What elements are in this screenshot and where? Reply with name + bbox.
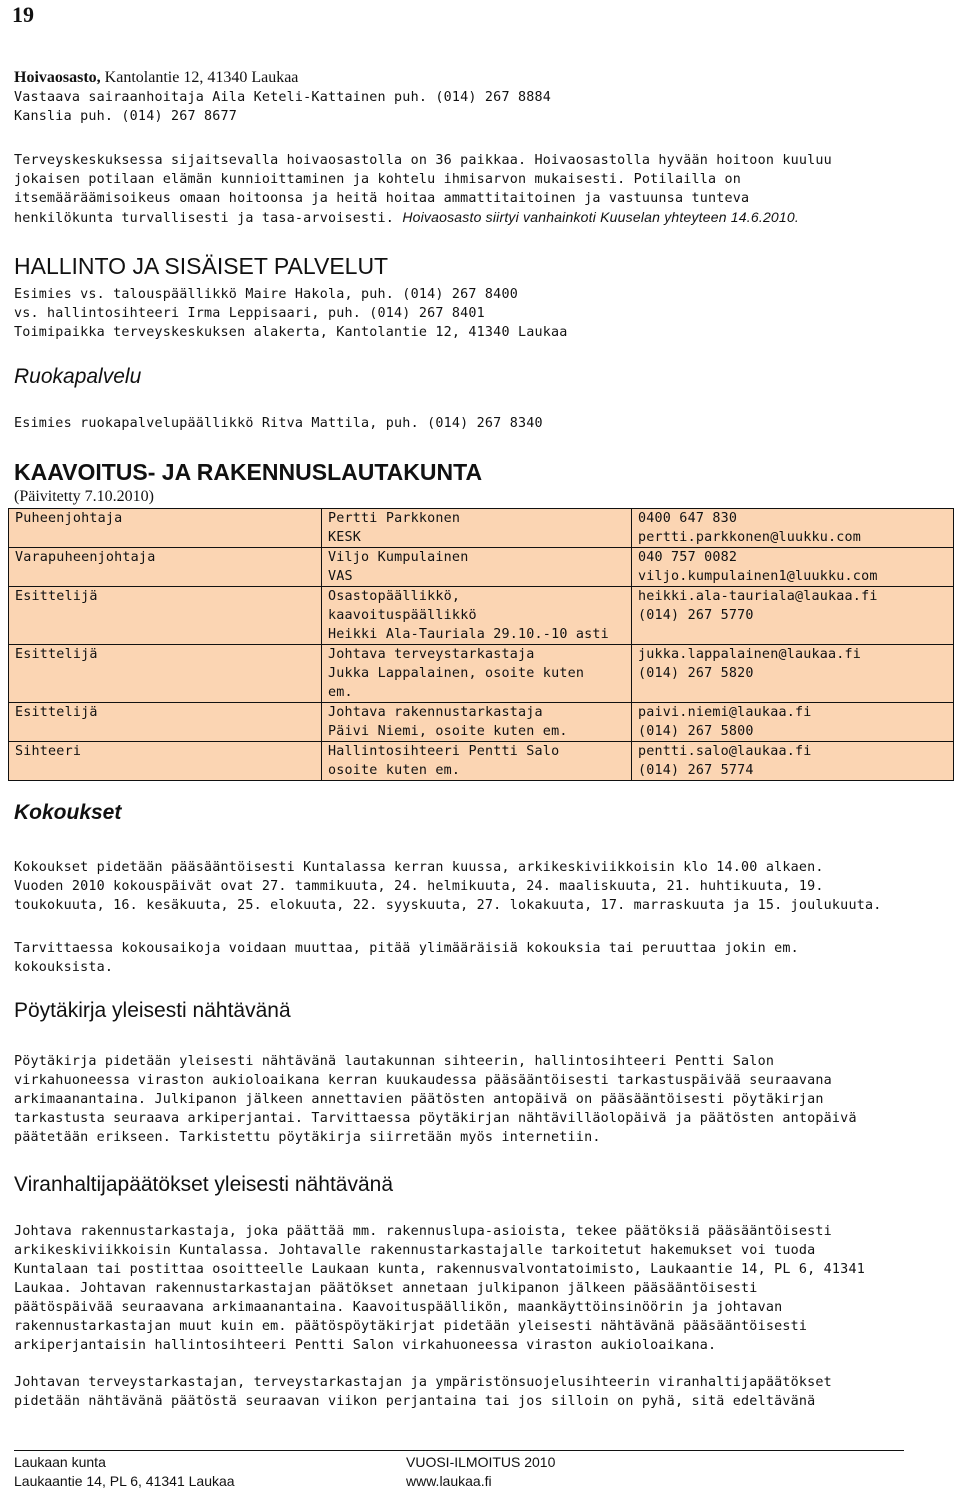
- viranhaltija-paragraph-2: [14, 1373, 946, 1411]
- phone-number: (014) 267 5820: [638, 666, 754, 681]
- ruokapalvelu-details: [14, 414, 946, 433]
- paragraph-line: Johtavan terveystarkastajan, terveystarkastajan ja ympäristönsuojelusihteerin viranhaltijapäätökset: [14, 1375, 832, 1390]
- email-link[interactable]: viljo.kumpulainen1@luukku.com: [638, 569, 878, 584]
- person-cell: [322, 645, 632, 703]
- kaavoitus-table: [8, 508, 954, 781]
- hallinto-line: Toimipaikka terveyskeskuksen alakerta, Kantolantie 12, 41340 Laukaa: [14, 325, 568, 340]
- poytakirja-paragraph: [14, 1052, 946, 1147]
- contact-cell: [632, 703, 954, 742]
- paragraph-line: Johtava rakennustarkastaja, joka päättää mm. rakennuslupa-asioista, tekee päätöksiä pääsääntöisesti: [14, 1224, 832, 1239]
- table-row: [9, 645, 954, 703]
- role-cell: Esittelijä: [9, 645, 322, 703]
- paragraph-line: toukokuuta, 16. kesäkuuta, 25. elokuuta, 22. syyskuuta, 27. lokakuuta, 17. marraskuuta ja 15. joulukuuta.: [14, 898, 882, 913]
- person-line: Johtava rakennustarkastaja: [328, 705, 543, 720]
- contact-cell: [632, 645, 954, 703]
- email-link[interactable]: paivi.niemi@laukaa.fi: [638, 705, 812, 720]
- footer-municipality: Laukaan kunta: [14, 1454, 106, 1470]
- paragraph-line: päätöspäivää seuraavana arkimaanantaina. Kaavoituspäällikön, maankäyttöinsinöörin ja johtavan: [14, 1300, 783, 1315]
- person-line: Hallintosihteeri Pentti Salo: [328, 744, 560, 759]
- table-row: [9, 742, 954, 781]
- hoivaosasto-section: [14, 68, 946, 126]
- hallinto-heading: HALLINTO JA SISÄISET PALVELUT: [14, 253, 389, 279]
- role-cell: Sihteeri: [9, 742, 322, 781]
- email-link[interactable]: pertti.parkkonen@luukku.com: [638, 530, 862, 545]
- email-link[interactable]: heikki.ala-tauriala@laukaa.fi: [638, 589, 878, 604]
- paragraph-line: [14, 208, 946, 228]
- person-line: KESK: [328, 530, 362, 545]
- kaavoitus-heading: KAAVOITUS- JA RAKENNUSLAUTAKUNTA: [14, 459, 483, 485]
- paragraph-line: pidetään nähtävänä päätöstä seuraavan viikon perjantaina tai jos silloin on pyhä, sitä edeltävänä: [14, 1394, 816, 1409]
- paragraph-line: itsemääräämisoikeus omaan hoitoonsa ja heitä hoitaa ammattitaitoinen ja vastuunsa tunteva: [14, 191, 750, 206]
- person-line: kaavoituspäällikkö: [328, 608, 477, 623]
- paragraph-line: Pöytäkirja pidetään yleisesti nähtävänä lautakunnan sihteerin, hallintosihteeri Pentti Salon: [14, 1054, 775, 1069]
- footer-left: [14, 1453, 235, 1491]
- hoivaosasto-paragraph: [14, 151, 946, 228]
- person-line: Johtava terveystarkastaja: [328, 647, 535, 662]
- contact-cell: [632, 587, 954, 645]
- ruokapalvelu-heading: Ruokapalvelu: [14, 365, 142, 388]
- poytakirja-heading: Pöytäkirja yleisesti nähtävänä: [14, 999, 291, 1022]
- phone-number: (014) 267 5774: [638, 763, 754, 778]
- hoivaosasto-title-address: Kantolantie 12, 41340 Laukaa: [100, 69, 299, 86]
- footer-right: [406, 1453, 555, 1491]
- table-row: [9, 703, 954, 742]
- email-link[interactable]: pentti.salo@laukaa.fi: [638, 744, 812, 759]
- page-number: 19: [12, 2, 34, 27]
- paragraph-line: päätetään erikseen. Tarkistettu pöytäkirja siirretään myös internetiin.: [14, 1130, 601, 1145]
- role-cell: Varapuheenjohtaja: [9, 548, 322, 587]
- hallinto-details: [14, 285, 946, 342]
- hallinto-line: vs. hallintosihteeri Irma Leppisaari, puh. (014) 267 8401: [14, 306, 485, 321]
- contact-cell: [632, 742, 954, 781]
- kokoukset-paragraph-2: [14, 939, 946, 977]
- paragraph-line: Tarvittaessa kokousaikoja voidaan muuttaa, pitää ylimääräisiä kokouksia tai peruuttaa jokin em.: [14, 941, 799, 956]
- footer-divider: [14, 1450, 904, 1451]
- kokoukset-paragraph-1: [14, 858, 946, 915]
- paragraph-line: arkiperjantaisin hallintosihteeri Pentti Salon virkahuoneessa viraston aukioloaikana.: [14, 1338, 717, 1353]
- paragraph-line: arkikeskiviikkoisin Kuntalassa. Johtavalle rakennustarkastajalle tarkoitetut hakemukset voi tuoda: [14, 1243, 816, 1258]
- contact-cell: [632, 509, 954, 548]
- table-row: [9, 587, 954, 645]
- role-cell: Esittelijä: [9, 703, 322, 742]
- paragraph-line: Kokoukset pidetään pääsääntöisesti Kuntalassa kerran kuussa, arkikeskiviikkoisin klo 14.00 alkaen.: [14, 860, 824, 875]
- role-cell: Puheenjohtaja: [9, 509, 322, 548]
- paragraph-line: Terveyskeskuksessa sijaitsevalla hoivaosastolla on 36 paikkaa. Hoivaosastolla hyvään hoitoon kuuluu: [14, 153, 832, 168]
- phone-number: (014) 267 5800: [638, 724, 754, 739]
- person-cell: [322, 548, 632, 587]
- person-line: Päivi Niemi, osoite kuten em.: [328, 724, 568, 739]
- paragraph-line: Vuoden 2010 kokouspäivät ovat 27. tammikuuta, 24. helmikuuta, 24. maaliskuuta, 21. huhtikuuta, 19.: [14, 879, 824, 894]
- ruokapalvelu-line: Esimies ruokapalvelupäällikkö Ritva Mattila, puh. (014) 267 8340: [14, 416, 543, 431]
- hoivaosasto-italic-note: Hoivaosasto siirtyi vanhainkoti Kuuselan yhteyteen 14.6.2010.: [402, 209, 799, 225]
- footer-website[interactable]: www.laukaa.fi: [406, 1473, 492, 1489]
- person-cell: [322, 703, 632, 742]
- paragraph-line: kokouksista.: [14, 960, 114, 975]
- person-cell: [322, 509, 632, 548]
- person-cell: [322, 587, 632, 645]
- paragraph-line: Laukaa. Johtavan rakennustarkastajan päätökset annetaan julkipanon jälkeen pääsääntöisesti: [14, 1281, 758, 1296]
- paragraph-line: virkahuoneessa viraston aukioloaikana kerran kuukaudessa pääsääntöisesti tarkastuspäivää seuraavana: [14, 1073, 832, 1088]
- paragraph-line: tarkastusta seuraava arkiperjantai. Tarvittaessa pöytäkirjan nähtävilläolopäivä ja päätösten antopäivä: [14, 1111, 857, 1126]
- table-row: [9, 548, 954, 587]
- hoivaosasto-line2: Kanslia puh. (014) 267 8677: [14, 109, 238, 124]
- footer-report-title: VUOSI-ILMOITUS 2010: [406, 1454, 556, 1470]
- paragraph-line: jokaisen potilaan elämän kunnioittaminen ja kohtelu ihmisarvon mukaisesti. Potilailla on: [14, 172, 742, 187]
- hoivaosasto-title: [14, 68, 946, 88]
- person-line: Jukka Lappalainen, osoite kuten: [328, 666, 585, 681]
- footer-address: Laukaantie 14, PL 6, 41341 Laukaa: [14, 1473, 235, 1489]
- person-line: Pertti Parkkonen: [328, 511, 461, 526]
- viranhaltija-paragraph-1: [14, 1222, 946, 1355]
- paragraph-line: arkimaanantaina. Julkipanon jälkeen annettavien päätösten antopäivä on pääsääntöisesti pöytäkirjan: [14, 1092, 824, 1107]
- phone-number: (014) 267 5770: [638, 608, 754, 623]
- table-row: [9, 509, 954, 548]
- paragraph-text: henkilökunta turvallisesti ja tasa-arvoisesti.: [14, 211, 395, 226]
- kokoukset-heading: Kokoukset: [14, 801, 122, 824]
- viranhaltija-heading: Viranhaltijapäätökset yleisesti nähtävänä: [14, 1173, 394, 1196]
- person-line: osoite kuten em.: [328, 763, 461, 778]
- person-line: Viljo Kumpulainen: [328, 550, 469, 565]
- paragraph-line: rakennustarkastajan muut kuin em. päätöspöytäkirjat pidetään yleisesti nähtävänä pääsääntöisesti: [14, 1319, 808, 1334]
- hallinto-line: Esimies vs. talouspäällikkö Maire Hakola, puh. (014) 267 8400: [14, 287, 518, 302]
- person-cell: [322, 742, 632, 781]
- hoivaosasto-line1: Vastaava sairaanhoitaja Aila Keteli-Kattainen puh. (014) 267 8884: [14, 90, 552, 105]
- phone-number: 040 757 0082: [638, 550, 738, 565]
- kaavoitus-updated: (Päivitetty 7.10.2010): [14, 488, 154, 505]
- person-line: em.: [328, 685, 353, 700]
- person-line: Heikki Ala-Tauriala 29.10.-10 asti: [328, 627, 609, 642]
- email-link[interactable]: jukka.lappalainen@laukaa.fi: [638, 647, 862, 662]
- person-line: VAS: [328, 569, 353, 584]
- phone-number: 0400 647 830: [638, 511, 738, 526]
- person-line: Osastopäällikkö,: [328, 589, 461, 604]
- paragraph-line: Kuntalaan tai postittaa osoitteelle Laukaan kunta, rakennusvalvontatoimisto, Laukaantie 14, PL 6, 41341: [14, 1262, 865, 1277]
- hoivaosasto-title-bold: Hoivaosasto,: [14, 69, 101, 86]
- role-cell: Esittelijä: [9, 587, 322, 645]
- contact-cell: [632, 548, 954, 587]
